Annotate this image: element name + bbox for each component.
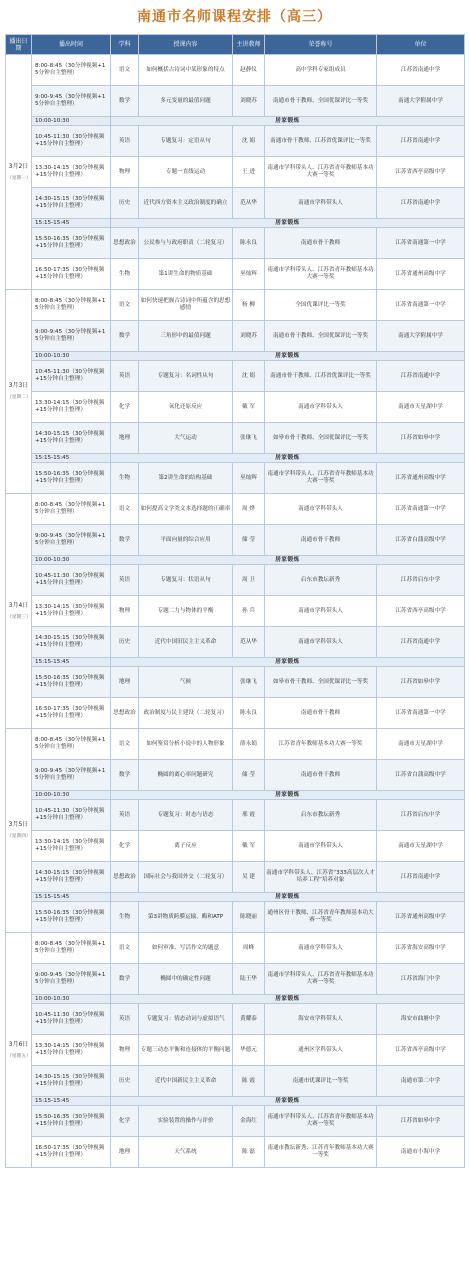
table-row xyxy=(6,760,465,791)
break-label: 居家锻炼 xyxy=(111,352,465,361)
lesson-time: 13:30-14:15（30分钟视频+15分钟自主整理） xyxy=(32,392,111,423)
lesson-school: 江苏省南通中学 xyxy=(377,361,465,392)
break-label: 居家锻炼 xyxy=(111,791,465,800)
col-header-teacher: 主讲教师 xyxy=(233,35,265,55)
break-time: 15:15-15:45 xyxy=(32,219,111,228)
lesson-content: 大气运动 xyxy=(139,423,233,454)
table-row xyxy=(6,188,465,219)
lesson-content: 专题复习：定语从句 xyxy=(139,126,233,157)
break-row xyxy=(6,117,465,126)
lesson-teacher: 陈永良 xyxy=(233,698,265,729)
lesson-content: 专题复习：状语从句 xyxy=(139,565,233,596)
lesson-time: 8:00-8:45（30分钟视频+15分钟自主整理） xyxy=(32,729,111,760)
break-label: 居家锻炼 xyxy=(111,995,465,1004)
table-row xyxy=(6,157,465,188)
table-row xyxy=(6,525,465,556)
break-row xyxy=(6,995,465,1004)
table-row xyxy=(6,55,465,86)
break-row xyxy=(6,219,465,228)
lesson-subject: 化学 xyxy=(111,1106,139,1137)
lesson-school: 海安市曲塘中学 xyxy=(377,1004,465,1035)
lesson-subject: 英语 xyxy=(111,126,139,157)
break-time: 15:15-15:45 xyxy=(32,454,111,463)
lesson-subject: 地理 xyxy=(111,1137,139,1168)
table-row xyxy=(6,964,465,995)
break-label: 居家锻炼 xyxy=(111,893,465,902)
table-row xyxy=(6,494,465,525)
lesson-honor: 南通市骨干教师 xyxy=(265,698,377,729)
lesson-subject: 化学 xyxy=(111,831,139,862)
lesson-subject: 生物 xyxy=(111,902,139,933)
lesson-teacher: 陈 磊 xyxy=(233,1137,265,1168)
lesson-teacher: 张继飞 xyxy=(233,667,265,698)
lesson-subject: 地理 xyxy=(111,423,139,454)
table-row xyxy=(6,729,465,760)
lesson-content: 第2讲生命的结构基础 xyxy=(139,463,233,494)
lesson-subject: 语文 xyxy=(111,729,139,760)
lesson-teacher: 陈晓丽 xyxy=(233,902,265,933)
lesson-teacher: 储 莹 xyxy=(233,760,265,791)
lesson-honor: 南通市骨干教师、江苏省优课评比一等奖 xyxy=(265,126,377,157)
lesson-time: 10:45-11:30（30分钟视频+15分钟自主整理） xyxy=(32,1004,111,1035)
lesson-teacher: 戴 军 xyxy=(233,831,265,862)
lesson-subject: 思想政治 xyxy=(111,228,139,259)
table-row xyxy=(6,667,465,698)
lesson-time: 10:45-11:30（30分钟视频+15分钟自主整理） xyxy=(32,126,111,157)
break-time: 15:15-15:45 xyxy=(32,893,111,902)
lesson-honor: 高中学科专家组成员 xyxy=(265,55,377,86)
lesson-honor: 南通市学科带头人、江苏省“333高层次人才培养工程”培养对象 xyxy=(265,862,377,893)
lesson-honor: 南通市骨干教师 xyxy=(265,760,377,791)
lesson-subject: 思想政治 xyxy=(111,698,139,729)
lesson-honor: 南通市学科带头人、江苏省青年教师基本功大赛一等奖 xyxy=(265,1106,377,1137)
table-row xyxy=(6,228,465,259)
col-header-school: 单位 xyxy=(377,35,465,55)
lesson-subject: 英语 xyxy=(111,1004,139,1035)
lesson-honor: 江苏省青年教师基本功大赛一等奖 xyxy=(265,729,377,760)
lesson-content: 专题三动态平衡和连接体的平衡问题 xyxy=(139,1035,233,1066)
lesson-subject: 语文 xyxy=(111,933,139,964)
lesson-school: 南通市天星湖中学 xyxy=(377,831,465,862)
lesson-school: 江苏省白蒲高级中学 xyxy=(377,760,465,791)
lesson-content: 近代西方资本主义政治制度的确立 xyxy=(139,188,233,219)
lesson-subject: 数学 xyxy=(111,525,139,556)
table-row xyxy=(6,321,465,352)
table-row xyxy=(6,1004,465,1035)
lesson-subject: 历史 xyxy=(111,1066,139,1097)
lesson-teacher: 陈 霞 xyxy=(233,1066,265,1097)
lesson-content: 如何概括古诗词中某形象的特点 xyxy=(139,55,233,86)
lesson-honor: 南通市骨干教师、全国优课评比一等奖 xyxy=(265,321,377,352)
lesson-content: 专题二力与物体的平衡 xyxy=(139,596,233,627)
lesson-school: 江苏省南通中学 xyxy=(377,862,465,893)
lesson-school: 江苏省南通中学 xyxy=(377,188,465,219)
lesson-school: 江苏省西亭高级中学 xyxy=(377,157,465,188)
lesson-content: 气候 xyxy=(139,667,233,698)
break-time: 10:00-10:30 xyxy=(32,352,111,361)
lesson-school: 江苏省南通第一中学 xyxy=(377,290,465,321)
day-date: 3月5日 xyxy=(8,821,29,828)
lesson-school: 江苏省南通第一中学 xyxy=(377,698,465,729)
lesson-school: 南通大学附属中学 xyxy=(377,321,465,352)
break-row xyxy=(6,658,465,667)
lesson-time: 16:50-17:35（30分钟视频+15分钟自主整理） xyxy=(32,698,111,729)
break-time: 10:00-10:30 xyxy=(32,117,111,126)
lesson-honor: 南通市学科带头人 xyxy=(265,596,377,627)
break-row xyxy=(6,556,465,565)
lesson-teacher: 周 烨 xyxy=(233,494,265,525)
lesson-time: 15:50-16:35（30分钟视频+15分钟自主整理） xyxy=(32,667,111,698)
lesson-honor: 启东市教坛新秀 xyxy=(265,565,377,596)
lesson-school: 江苏省海安高级中学 xyxy=(377,933,465,964)
lesson-subject: 英语 xyxy=(111,565,139,596)
lesson-subject: 生物 xyxy=(111,259,139,290)
lesson-teacher: 杨 柳 xyxy=(233,290,265,321)
lesson-teacher: 吴 建 xyxy=(233,862,265,893)
break-row xyxy=(6,454,465,463)
lesson-content: 平面向量的综合应用 xyxy=(139,525,233,556)
break-row xyxy=(6,1097,465,1106)
table-row xyxy=(6,361,465,392)
break-label: 居家锻炼 xyxy=(111,219,465,228)
lesson-content: 椭圆的离心率问题研究 xyxy=(139,760,233,791)
lesson-content: 如何快速把握古诗词中所蕴含的思想感情 xyxy=(139,290,233,321)
lesson-teacher: 储 莹 xyxy=(233,525,265,556)
day-weekday: （星期二） xyxy=(7,395,31,400)
table-row xyxy=(6,800,465,831)
lesson-school: 江苏省如皋中学 xyxy=(377,423,465,454)
table-row xyxy=(6,627,465,658)
table-row xyxy=(6,831,465,862)
day-date: 3月2日 xyxy=(8,162,29,170)
break-label: 居家锻炼 xyxy=(111,117,465,126)
table-row xyxy=(6,1106,465,1137)
lesson-content: 三角形中的最值问题 xyxy=(139,321,233,352)
lesson-subject: 语文 xyxy=(111,494,139,525)
break-row xyxy=(6,791,465,800)
lesson-school: 江苏省西亭高级中学 xyxy=(377,1035,465,1066)
lesson-honor: 如皋市骨干教师、全国优课评比一等奖 xyxy=(265,423,377,454)
table-row xyxy=(6,698,465,729)
lesson-time: 15:50-16:35（30分钟视频+15分钟自主整理） xyxy=(32,228,111,259)
lesson-teacher: 赵静仪 xyxy=(233,55,265,86)
lesson-teacher: 张继飞 xyxy=(233,423,265,454)
lesson-honor: 启东市教坛新秀 xyxy=(265,800,377,831)
table-row xyxy=(6,463,465,494)
lesson-teacher: 巫灿辉 xyxy=(233,259,265,290)
lesson-subject: 英语 xyxy=(111,361,139,392)
lesson-time: 14:30-15:15（30分钟视频+15分钟自主整理） xyxy=(32,862,111,893)
lesson-time: 16:50-17:35（30分钟视频+15分钟自主整理） xyxy=(32,259,111,290)
lesson-school: 江苏省海门中学 xyxy=(377,964,465,995)
lesson-honor: 通州区学科带头人 xyxy=(265,1035,377,1066)
lesson-content: 离子反应 xyxy=(139,831,233,862)
table-row xyxy=(6,259,465,290)
lesson-time: 15:50-16:35（30分钟视频+15分钟自主整理） xyxy=(32,1106,111,1137)
table-row xyxy=(6,1066,465,1097)
lesson-school: 江苏省西亭高级中学 xyxy=(377,596,465,627)
lesson-teacher: 沈 娟 xyxy=(233,126,265,157)
lesson-honor: 南通市学科带头人 xyxy=(265,831,377,862)
lesson-subject: 英语 xyxy=(111,800,139,831)
table-row xyxy=(6,1035,465,1066)
lesson-time: 14:30-15:15（30分钟视频+15分钟自主整理） xyxy=(32,423,111,454)
break-time: 15:15-15:45 xyxy=(32,658,111,667)
table-row xyxy=(6,933,465,964)
col-header-content: 授课内容 xyxy=(139,35,233,55)
lesson-content: 如何鉴赏分析小说中的人物形象 xyxy=(139,729,233,760)
lesson-subject: 物理 xyxy=(111,157,139,188)
lesson-honor: 南通市学科带头人 xyxy=(265,188,377,219)
col-header-time: 播出时间 xyxy=(32,35,111,55)
lesson-teacher: 范从华 xyxy=(233,627,265,658)
lesson-school: 江苏省如皋中学 xyxy=(377,667,465,698)
lesson-time: 9:00-9:45（30分钟视频+15分钟自主整理） xyxy=(32,321,111,352)
lesson-subject: 生物 xyxy=(111,463,139,494)
lesson-school: 江苏省南通第一中学 xyxy=(377,228,465,259)
table-row xyxy=(6,290,465,321)
lesson-honor: 南通市学科带头人 xyxy=(265,627,377,658)
lesson-content: 实验装置的操作与评价 xyxy=(139,1106,233,1137)
lesson-teacher: 巫灿辉 xyxy=(233,463,265,494)
schedule-body xyxy=(6,55,465,1168)
break-time: 10:00-10:30 xyxy=(32,791,111,800)
lesson-subject: 历史 xyxy=(111,188,139,219)
lesson-school: 江苏省通州高级中学 xyxy=(377,463,465,494)
table-row xyxy=(6,902,465,933)
lesson-time: 13:30-14:15（30分钟视频+15分钟自主整理） xyxy=(32,596,111,627)
day-date: 3月6日 xyxy=(8,1040,29,1048)
day-weekday: （星期三） xyxy=(7,614,31,620)
lesson-subject: 数学 xyxy=(111,86,139,117)
table-row xyxy=(6,86,465,117)
lesson-school: 江苏省启东中学 xyxy=(377,565,465,596)
lesson-time: 13:30-14:15（30分钟视频+15分钟自主整理） xyxy=(32,831,111,862)
lesson-teacher: 沈 娟 xyxy=(233,361,265,392)
lesson-subject: 思想政治 xyxy=(111,862,139,893)
day-date: 3月4日 xyxy=(8,601,29,609)
lesson-subject: 物理 xyxy=(111,596,139,627)
lesson-teacher: 薛永娟 xyxy=(233,729,265,760)
table-row xyxy=(6,596,465,627)
lesson-time: 14:30-15:15（30分钟视频+15分钟自主整理） xyxy=(32,188,111,219)
lesson-content: 公民参与与政府职责（二轮复习） xyxy=(139,228,233,259)
lesson-teacher: 戴 军 xyxy=(233,392,265,423)
lesson-school: 南通市小海中学 xyxy=(377,1137,465,1168)
lesson-content: 专题一直线运动 xyxy=(139,157,233,188)
lesson-time: 9:00-9:45（30分钟视频+15分钟自主整理） xyxy=(32,964,111,995)
table-row xyxy=(6,392,465,423)
lesson-time: 9:00-9:45（30分钟视频+15分钟自主整理） xyxy=(32,525,111,556)
lesson-honor: 全国优课评比一等奖 xyxy=(265,290,377,321)
lesson-honor: 南通市教坛新秀、江苏青年教师基本功大赛一等奖 xyxy=(265,1137,377,1168)
lesson-honor: 海安市学科带头人 xyxy=(265,1004,377,1035)
lesson-content: 第1讲生命的物质基础 xyxy=(139,259,233,290)
day-date-cell xyxy=(6,933,32,1168)
break-time: 10:00-10:30 xyxy=(32,995,111,1004)
table-row xyxy=(6,565,465,596)
page-title: 南通市名师课程安排（高三） xyxy=(137,9,332,25)
lesson-time: 15:50-16:35（30分钟视频+15分钟自主整理） xyxy=(32,902,111,933)
lesson-content: 政治制度与民主建设（二轮复习） xyxy=(139,698,233,729)
lesson-time: 9:00-9:45（30分钟视频+15分钟自主整理） xyxy=(32,86,111,117)
lesson-time: 13:30-14:15（30分钟视频+15分钟自主整理） xyxy=(32,157,111,188)
day-date: 3月3日 xyxy=(8,382,29,389)
lesson-honor: 南通市骨干教师 xyxy=(265,525,377,556)
lesson-honor: 南通市优课评比一等奖 xyxy=(265,1066,377,1097)
lesson-honor: 南通市学科带头人、江苏省青年教师基本功大赛一等奖 xyxy=(265,157,377,188)
break-time: 10:00-10:30 xyxy=(32,556,111,565)
lesson-teacher: 孙 兵 xyxy=(233,596,265,627)
lesson-teacher: 陆王华 xyxy=(233,964,265,995)
lesson-honor: 南通市骨干教师、全国优课评比一等奖 xyxy=(265,86,377,117)
break-label: 居家锻炼 xyxy=(111,556,465,565)
lesson-content: 如何提高文学类文本选择题的正确率 xyxy=(139,494,233,525)
header-row xyxy=(6,35,465,55)
day-date-cell xyxy=(6,290,32,494)
col-header-date: 播出日期 xyxy=(6,35,32,55)
lesson-honor: 南通市学科带头人、江苏省青年教师基本功大赛一等奖 xyxy=(265,463,377,494)
lesson-content: 椭圆中的确定性问题 xyxy=(139,964,233,995)
lesson-school: 南通市第二中学 xyxy=(377,1066,465,1097)
lesson-honor: 南通市学科带头人 xyxy=(265,392,377,423)
break-row xyxy=(6,352,465,361)
lesson-teacher: 范从华 xyxy=(233,188,265,219)
lesson-teacher: 周峰 xyxy=(233,933,265,964)
break-time: 15:15-15:45 xyxy=(32,1097,111,1106)
lesson-time: 15:50-16:35（30分钟视频+15分钟自主整理） xyxy=(32,463,111,494)
lesson-honor: 南通市学科带头人、江苏省青年教师基本功大赛一等奖 xyxy=(265,259,377,290)
day-weekday: （星期一） xyxy=(7,175,31,181)
lesson-teacher: 刘晓苏 xyxy=(233,86,265,117)
lesson-teacher: 刘晓苏 xyxy=(233,321,265,352)
day-weekday: （星期五） xyxy=(7,1053,31,1059)
lesson-subject: 数学 xyxy=(111,321,139,352)
lesson-school: 江苏省通州高级中学 xyxy=(377,902,465,933)
lesson-content: 专题复习：名词性从句 xyxy=(139,361,233,392)
lesson-content: 专题复习：时态与语态 xyxy=(139,800,233,831)
lesson-content: 氧化还原反应 xyxy=(139,392,233,423)
table-row xyxy=(6,126,465,157)
lesson-content: 近代中国新民主主义革命 xyxy=(139,1066,233,1097)
lesson-time: 16:50-17:35（30分钟视频+15分钟自主整理） xyxy=(32,1137,111,1168)
lesson-school: 南通市天星湖中学 xyxy=(377,392,465,423)
lesson-school: 南通大学附属中学 xyxy=(377,86,465,117)
break-label: 居家锻炼 xyxy=(111,454,465,463)
lesson-subject: 化学 xyxy=(111,392,139,423)
lesson-time: 14:30-15:15（30分钟视频+15分钟自主整理） xyxy=(32,627,111,658)
lesson-content: 专题复习：情态动词与虚拟语气 xyxy=(139,1004,233,1035)
lesson-time: 10:45-11:30（30分钟视频+15分钟自主整理） xyxy=(32,565,111,596)
day-weekday: （星期四） xyxy=(7,834,31,839)
lesson-honor: 如皋市骨干教师、全国优课评比一等奖 xyxy=(265,667,377,698)
table-row xyxy=(6,1137,465,1168)
break-label: 居家锻炼 xyxy=(111,1097,465,1106)
lesson-school: 江苏省如皋中学 xyxy=(377,1106,465,1137)
lesson-teacher: 金海红 xyxy=(233,1106,265,1137)
lesson-honor: 南通市学科带头人、江苏省青年教师基本功大赛一等奖 xyxy=(265,964,377,995)
lesson-subject: 语文 xyxy=(111,55,139,86)
lesson-time: 13:30-14:15（30分钟视频+15分钟自主整理） xyxy=(32,1035,111,1066)
lesson-content: 多元变量的最值问题 xyxy=(139,86,233,117)
lesson-subject: 数学 xyxy=(111,760,139,791)
lesson-teacher: 邢 霞 xyxy=(233,800,265,831)
lesson-time: 10:45-11:30（30分钟视频+15分钟自主整理） xyxy=(32,361,111,392)
lesson-honor: 通州区骨干教师、江苏省青年教师基本功大赛一等奖 xyxy=(265,902,377,933)
lesson-subject: 语文 xyxy=(111,290,139,321)
lesson-school: 江苏省南通中学 xyxy=(377,627,465,658)
lesson-content: 近代中国旧民主主义革命 xyxy=(139,627,233,658)
lesson-honor: 南通市学科带头人 xyxy=(265,494,377,525)
lesson-school: 江苏省通州高级中学 xyxy=(377,259,465,290)
lesson-content: 天气系统 xyxy=(139,1137,233,1168)
day-date-cell xyxy=(6,729,32,933)
lesson-time: 9:00-9:45（30分钟视频+15分钟自主整理） xyxy=(32,760,111,791)
lesson-content: 如何审准、写活作文的题意 xyxy=(139,933,233,964)
lesson-teacher: 华德元 xyxy=(233,1035,265,1066)
lesson-teacher: 王 进 xyxy=(233,157,265,188)
lesson-school: 江苏省南通中学 xyxy=(377,55,465,86)
lesson-school: 南通市天星湖中学 xyxy=(377,729,465,760)
day-date-cell xyxy=(6,55,32,290)
lesson-time: 8:00-8:45（30分钟视频+15分钟自主整理） xyxy=(32,494,111,525)
lesson-teacher: 陈永良 xyxy=(233,228,265,259)
day-date-cell xyxy=(6,494,32,729)
lesson-content: 国际社会与我国外交（二轮复习） xyxy=(139,862,233,893)
lesson-time: 8:00-8:45（30分钟视频+15分钟自主整理） xyxy=(32,55,111,86)
lesson-subject: 物理 xyxy=(111,1035,139,1066)
lesson-content: 第3讲物质跨膜运输、酶和ATP xyxy=(139,902,233,933)
lesson-time: 8:00-8:45（30分钟视频+15分钟自主整理） xyxy=(32,290,111,321)
lesson-subject: 历史 xyxy=(111,627,139,658)
lesson-teacher: 周 卫 xyxy=(233,565,265,596)
break-row xyxy=(6,893,465,902)
lesson-subject: 数学 xyxy=(111,964,139,995)
break-label: 居家锻炼 xyxy=(111,658,465,667)
lesson-school: 江苏省启东中学 xyxy=(377,800,465,831)
lesson-subject: 地理 xyxy=(111,667,139,698)
lesson-time: 14:30-15:15（30分钟视频+15分钟自主整理） xyxy=(32,1066,111,1097)
table-row xyxy=(6,423,465,454)
lesson-school: 江苏省南通中学 xyxy=(377,126,465,157)
col-header-subject: 学科 xyxy=(111,35,139,55)
lesson-time: 8:00-8:45（30分钟视频+15分钟自主整理） xyxy=(32,933,111,964)
lesson-teacher: 黄耀泰 xyxy=(233,1004,265,1035)
lesson-honor: 南通市学科带头人 xyxy=(265,933,377,964)
lesson-school: 江苏省南通第一中学 xyxy=(377,494,465,525)
schedule-table xyxy=(5,34,465,1168)
lesson-honor: 南通市骨干教师、江苏省优课评比一等奖 xyxy=(265,361,377,392)
table-row xyxy=(6,862,465,893)
lesson-honor: 南通市骨干教师 xyxy=(265,228,377,259)
lesson-time: 10:45-11:30（30分钟视频+15分钟自主整理） xyxy=(32,800,111,831)
lesson-school: 江苏省白蒲高级中学 xyxy=(377,525,465,556)
col-header-honor: 荣誉称号 xyxy=(265,35,377,55)
